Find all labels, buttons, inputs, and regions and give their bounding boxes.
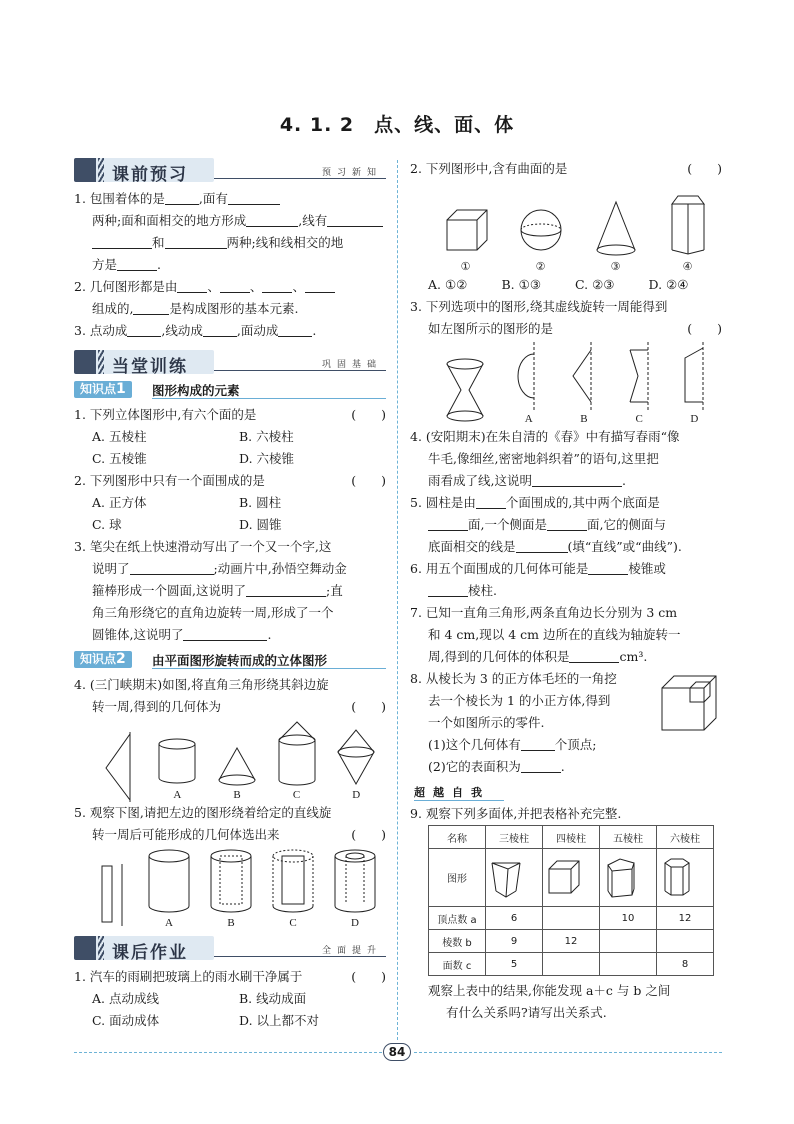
banner-title: 课前预习 xyxy=(112,165,188,185)
right-question-2-options: A. ①② B. ①③ C. ②③ D. ②④ xyxy=(428,277,689,292)
column-divider xyxy=(397,160,398,1040)
banner-title: 当堂训练 xyxy=(112,357,188,377)
right-question-5: 5. 圆柱是由 个面围成的,其中两个底面是 面,一个侧面是 面,它的侧面与 底面相交的线是 (填“直线”或“曲线”). xyxy=(410,495,682,554)
class-question-2: 2. 下列图形中只有一个面围成的是 ( ) xyxy=(74,473,386,488)
class-question-4-figures: A B C D xyxy=(74,718,386,802)
right-question-9: 9. 观察下列多面体,并把表格补充完整. xyxy=(410,806,622,821)
class-question-1-options: A. 五棱柱 B. 六棱柱 C. 五棱锥 D. 六棱锥 xyxy=(92,429,295,466)
tube-figure-b xyxy=(206,846,256,916)
banner-in-class xyxy=(74,350,386,377)
tube-figure-c xyxy=(268,846,318,916)
pre-question-1: 1. 包围着体的是 ,面有 两种;面和面相交的地方形成 ,线有 和 两种;线和线相交的地 方是 . xyxy=(74,188,386,276)
banner-subtitle: 预习新知 xyxy=(321,168,382,178)
section-challenge: 超越自我 xyxy=(414,784,504,801)
cone-figure xyxy=(593,198,639,260)
tube-figure-a xyxy=(144,846,194,916)
pentagonal-prism-icon xyxy=(600,855,640,901)
hourglass-figure xyxy=(441,354,489,426)
banner-subtitle: 全面提升 xyxy=(321,946,382,956)
banner-pre-study xyxy=(74,158,386,185)
notched-cube-figure xyxy=(658,672,720,734)
pre-question-3: 3. 点动成 ,线动成 ,面动成 . xyxy=(74,323,317,338)
hexagonal-prism-icon xyxy=(657,855,697,901)
homework-question-1: 1. 汽车的雨刷把玻璃上的雨水刷干净属于 ( ) xyxy=(74,969,386,984)
triangles-figure xyxy=(569,340,599,412)
triangle-figure xyxy=(100,730,140,802)
banner-title: 课后作业 xyxy=(112,943,188,963)
table-row: 面数 c 5 8 xyxy=(429,953,714,976)
right-question-3: 3. 下列选项中的图形,绕其虚线旋转一周能得到 如左图所示的图形的是 ( ) xyxy=(410,299,722,336)
homework-question-1-options: A. 点动成线 B. 线动成面 C. 面动成体 D. 以上都不对 xyxy=(92,991,320,1028)
double-cone-figure xyxy=(334,726,378,788)
right-question-3-figures: A B C D xyxy=(410,340,722,426)
prism-figure xyxy=(668,190,708,260)
class-question-5-figures: A B C D xyxy=(74,846,386,930)
cube-icon xyxy=(543,855,583,901)
class-question-3: 3. 笔尖在纸上快速滑动写出了一个又一个字,这 说明了 ;动画片中,孙悟空舞动金 箍棒形成一个圆面,这说明了 ;直 角三角形绕它的直角边旋转一周,形成了一个 圆锥体,这说明了 . xyxy=(74,539,347,642)
cube-figure xyxy=(443,206,489,260)
right-question-2: 2. 下列图形中,含有曲面的是 ( ) xyxy=(410,161,722,176)
left-column xyxy=(74,158,386,1032)
pre-question-2: 2. 几何图形都是由 、 、 、 组成的, 是构成图形的基本元素. xyxy=(74,276,386,320)
right-question-2-figures: ① ② ③ ④ xyxy=(410,190,722,274)
table-row: 顶点数 a 6 10 12 xyxy=(429,907,714,930)
class-question-2-options: A. 正方体 B. 圆柱 C. 球 D. 圆锥 xyxy=(92,495,282,532)
sphere-figure xyxy=(518,206,564,260)
class-question-1: 1. 下列立体图形中,有六个面的是 ( ) xyxy=(74,407,386,422)
banner-subtitle: 巩固基础 xyxy=(321,360,382,370)
class-question-4: 4. (三门峡期末)如图,将直角三角形绕其斜边旋 转一周,得到的几何体为 ( ) xyxy=(74,677,386,714)
page-title: 4. 1. 2 点、线、面、体 xyxy=(279,114,515,136)
cone-cylinder-figure xyxy=(275,718,319,788)
cone-figure xyxy=(215,744,259,788)
right-question-6: 6. 用五个面围成的几何体可能是 棱锥或 棱柱. xyxy=(410,561,666,598)
bracket-figure xyxy=(679,340,709,412)
knowledge-point-1: 知识点1 图形构成的元素 xyxy=(74,380,386,400)
cylinder-figure xyxy=(155,736,199,788)
table-figure-row: 图形 xyxy=(429,849,714,907)
zigzag-figure xyxy=(624,340,654,412)
class-question-5: 5. 观察下图,请把左边的图形绕着给定的直线旋 转一周后可能形成的几何体选出来 ( ) xyxy=(74,805,386,842)
knowledge-point-2: 知识点2 由平面图形旋转而成的立体图形 xyxy=(74,650,386,670)
right-question-8: 8. 从棱长为 3 的正方体毛坯的一角挖 去一个棱长为 1 的小正方体,得到 一个如图所示的零件. (1)这个几何体有 个顶点; (2)它的表面积为 . xyxy=(410,668,722,778)
rectangle-axis-figure xyxy=(98,860,132,930)
table-header-row: 名称 三棱柱 四棱柱 五棱柱 六棱柱 xyxy=(429,826,714,849)
banner-homework xyxy=(74,936,386,963)
triangular-prism-icon xyxy=(486,855,526,901)
table-row: 棱数 b 9 12 xyxy=(429,930,714,953)
tube-figure-d xyxy=(330,846,380,916)
right-question-9-followup: 观察上表中的结果,你能发现 a＋c 与 b 之间 有什么关系吗?请写出关系式. xyxy=(428,983,671,1020)
right-question-7: 7. 已知一直角三角形,两条直角边长分别为 3 cm 和 4 cm,现以 4 cm 边所在的直线为轴旋转一 周,得到的几何体的体积是 cm³. xyxy=(410,605,681,664)
semicircle-figure xyxy=(514,340,544,412)
right-question-4: 4. (安阳期末)在朱自清的《春》中有描写春雨“像 牛毛,像细丝,密密地斜织着”的语句,这里把 雨看成了线,这说明 . xyxy=(410,429,680,488)
polyhedra-table xyxy=(428,825,714,976)
page-number: 84 xyxy=(382,1042,412,1062)
right-column xyxy=(410,158,722,1024)
